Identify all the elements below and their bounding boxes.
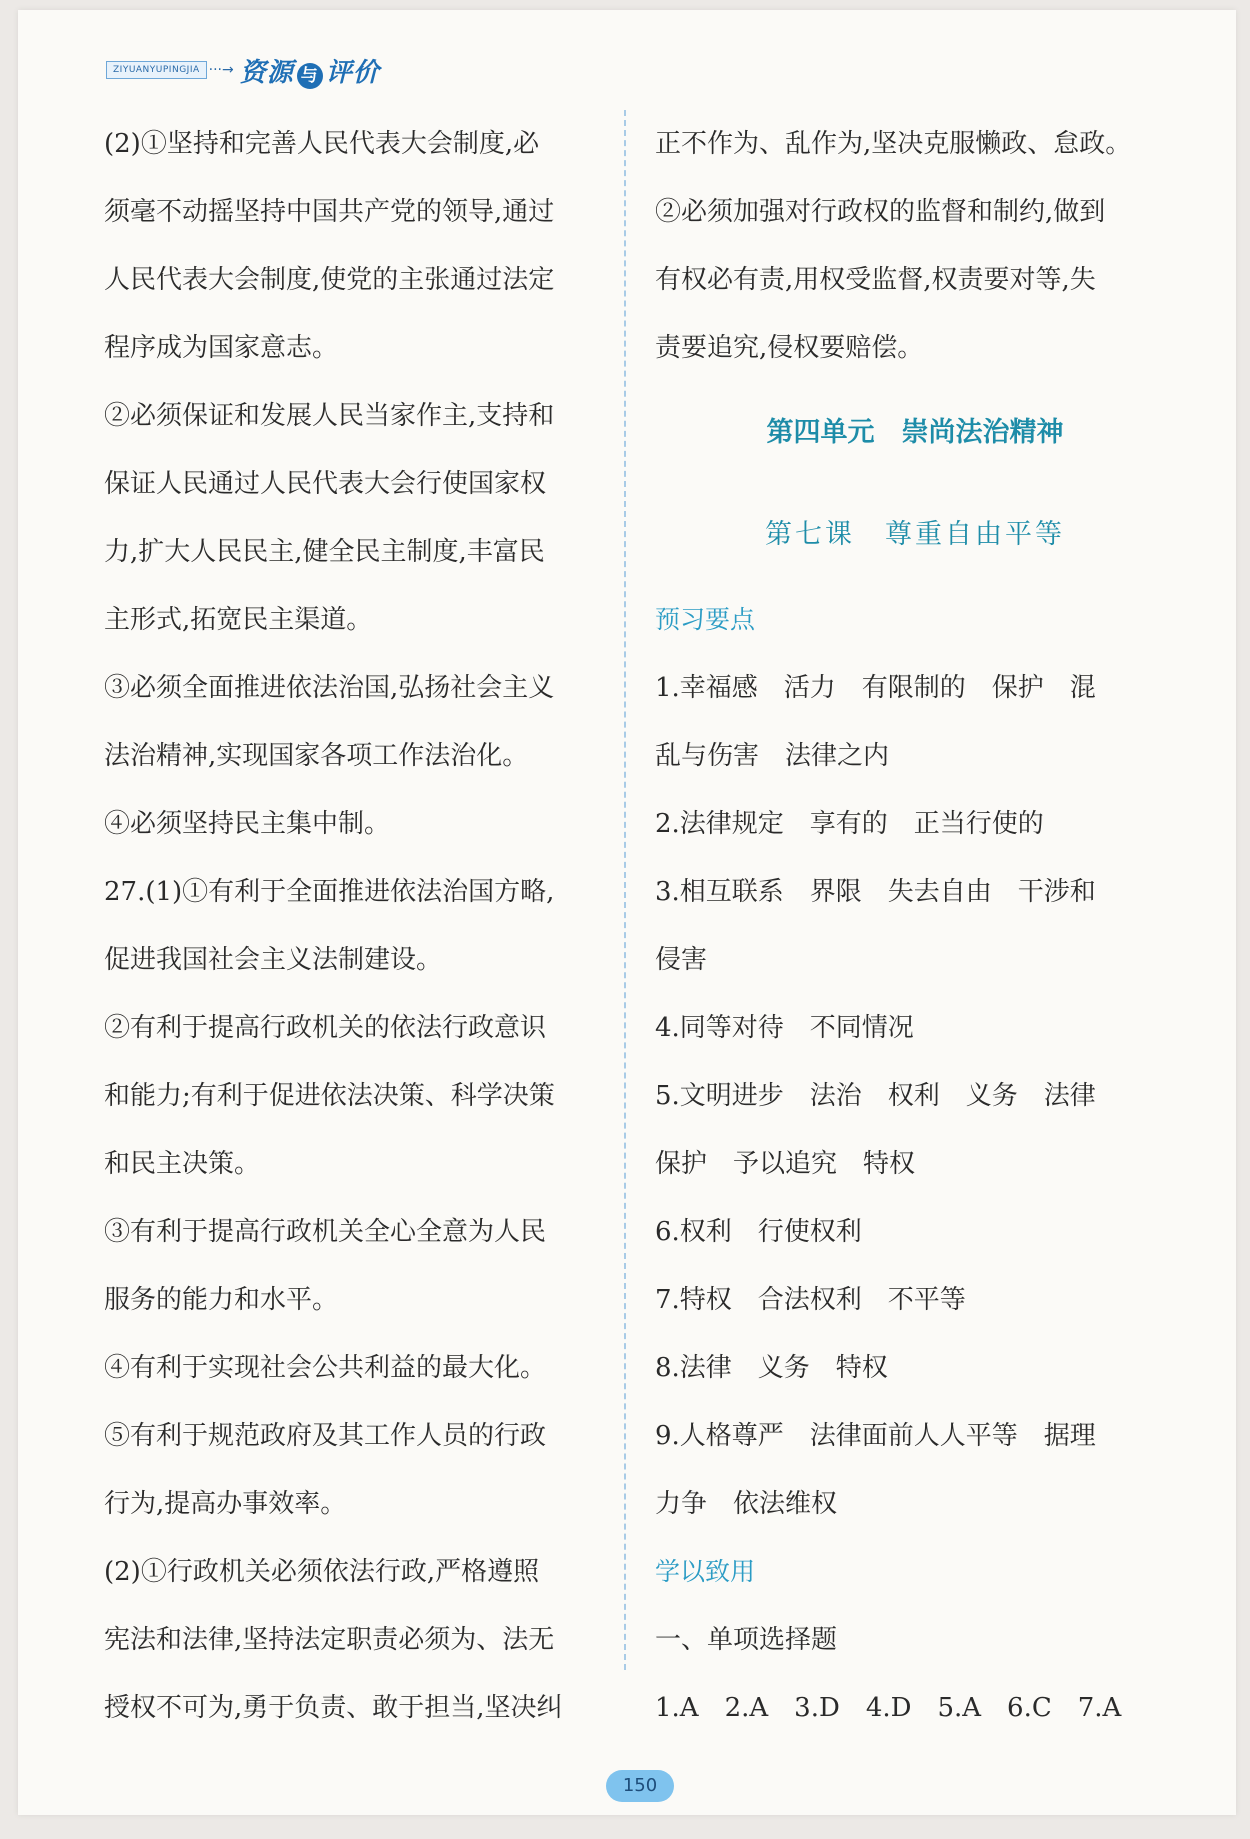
- section-heading-preview: 预习要点: [655, 605, 756, 634]
- header-title: [240, 52, 380, 89]
- text-line: 法治精神,实现国家各项工作法治化。: [104, 741, 529, 771]
- preview-item: 8.法律 义务 特权: [655, 1353, 888, 1383]
- text-line: ②有利于提高行政机关的依法行政意识: [104, 1013, 547, 1043]
- preview-item: 5.文明进步 法治 权利 义务 法律: [655, 1081, 1096, 1111]
- text-line: ③必须全面推进依法治国,弘扬社会主义: [104, 673, 555, 703]
- section-heading-apply: 学以致用: [655, 1557, 756, 1586]
- text-line: ②必须加强对行政权的监督和制约,做到: [655, 197, 1106, 227]
- text-line: ③有利于提高行政机关全心全意为人民: [104, 1217, 547, 1247]
- text-line: 和能力;有利于促进依法决策、科学决策: [104, 1081, 555, 1111]
- text-line: 主形式,拓宽民主渠道。: [104, 605, 373, 635]
- preview-item: 9.人格尊严 法律面前人人平等 据理: [655, 1421, 1096, 1451]
- page: [18, 10, 1236, 1815]
- arrow-right-icon: ···→: [208, 62, 234, 78]
- answers-line: 1.A 2.A 3.D 4.D 5.A 6.C 7.A: [655, 1693, 1122, 1723]
- text-line: 程序成为国家意志。: [104, 333, 339, 363]
- text-line: ④必须坚持民主集中制。: [104, 809, 391, 839]
- text-line: 授权不可为,勇于负责、敢于担当,坚决纠: [104, 1693, 563, 1723]
- text-line: 须毫不动摇坚持中国共产党的领导,通过: [104, 197, 555, 227]
- column-divider: [624, 110, 626, 1670]
- lesson-title: 第七课 尊重自由平等: [765, 519, 1065, 550]
- text-line: (2)①行政机关必须依法行政,严格遵照: [104, 1557, 540, 1587]
- text-line: 服务的能力和水平。: [104, 1285, 339, 1315]
- text-line: 有权必有责,用权受监督,权责要对等,失: [655, 265, 1096, 295]
- right-column: [655, 110, 1175, 1742]
- preview-item: 力争 依法维权: [655, 1489, 838, 1519]
- preview-item: 乱与伤害 法律之内: [655, 741, 890, 771]
- header-title-connector: 与: [297, 63, 323, 89]
- text-line: 促进我国社会主义法制建设。: [104, 945, 443, 975]
- header-pinyin: ZIYUANYUPINGJIA: [106, 61, 207, 79]
- preview-item: 6.权利 行使权利: [655, 1217, 862, 1247]
- text-line: 保证人民通过人民代表大会行使国家权: [104, 469, 547, 499]
- text-line: 人民代表大会制度,使党的主张通过法定: [104, 265, 555, 295]
- left-column: [104, 110, 624, 1742]
- text-line: 行为,提高办事效率。: [104, 1489, 347, 1519]
- text-line: (2)①坚持和完善人民代表大会制度,必: [104, 129, 540, 159]
- unit-title: 第四单元 崇尚法治精神: [766, 417, 1064, 448]
- text-line: 和民主决策。: [104, 1149, 261, 1179]
- question-type-label: 一、单项选择题: [655, 1625, 838, 1655]
- text-line: 力,扩大人民民主,健全民主制度,丰富民: [104, 537, 545, 567]
- preview-item: 2.法律规定 享有的 正当行使的: [655, 809, 1044, 839]
- preview-item: 保护 予以追究 特权: [655, 1149, 916, 1179]
- preview-item: 1.幸福感 活力 有限制的 保护 混: [655, 673, 1096, 703]
- text-line: 责要追究,侵权要赔偿。: [655, 333, 924, 363]
- text-line: ⑤有利于规范政府及其工作人员的行政: [104, 1421, 547, 1451]
- preview-item: 3.相互联系 界限 失去自由 干涉和: [655, 877, 1096, 907]
- text-line: 27.(1)①有利于全面推进依法治国方略,: [104, 877, 555, 907]
- header-title-part1: 资源: [239, 57, 294, 88]
- preview-item: 7.特权 合法权利 不平等: [655, 1285, 966, 1315]
- page-number: 150: [606, 1770, 674, 1802]
- text-line: 正不作为、乱作为,坚决克服懒政、怠政。: [655, 129, 1132, 159]
- preview-item: 侵害: [655, 945, 708, 975]
- text-line: 宪法和法律,坚持法定职责必须为、法无: [104, 1625, 555, 1655]
- text-line: ④有利于实现社会公共利益的最大化。: [104, 1353, 547, 1383]
- page-header: [106, 50, 380, 90]
- header-title-part2: 评价: [325, 57, 380, 88]
- preview-item: 4.同等对待 不同情况: [655, 1013, 914, 1043]
- text-line: ②必须保证和发展人民当家作主,支持和: [104, 401, 555, 431]
